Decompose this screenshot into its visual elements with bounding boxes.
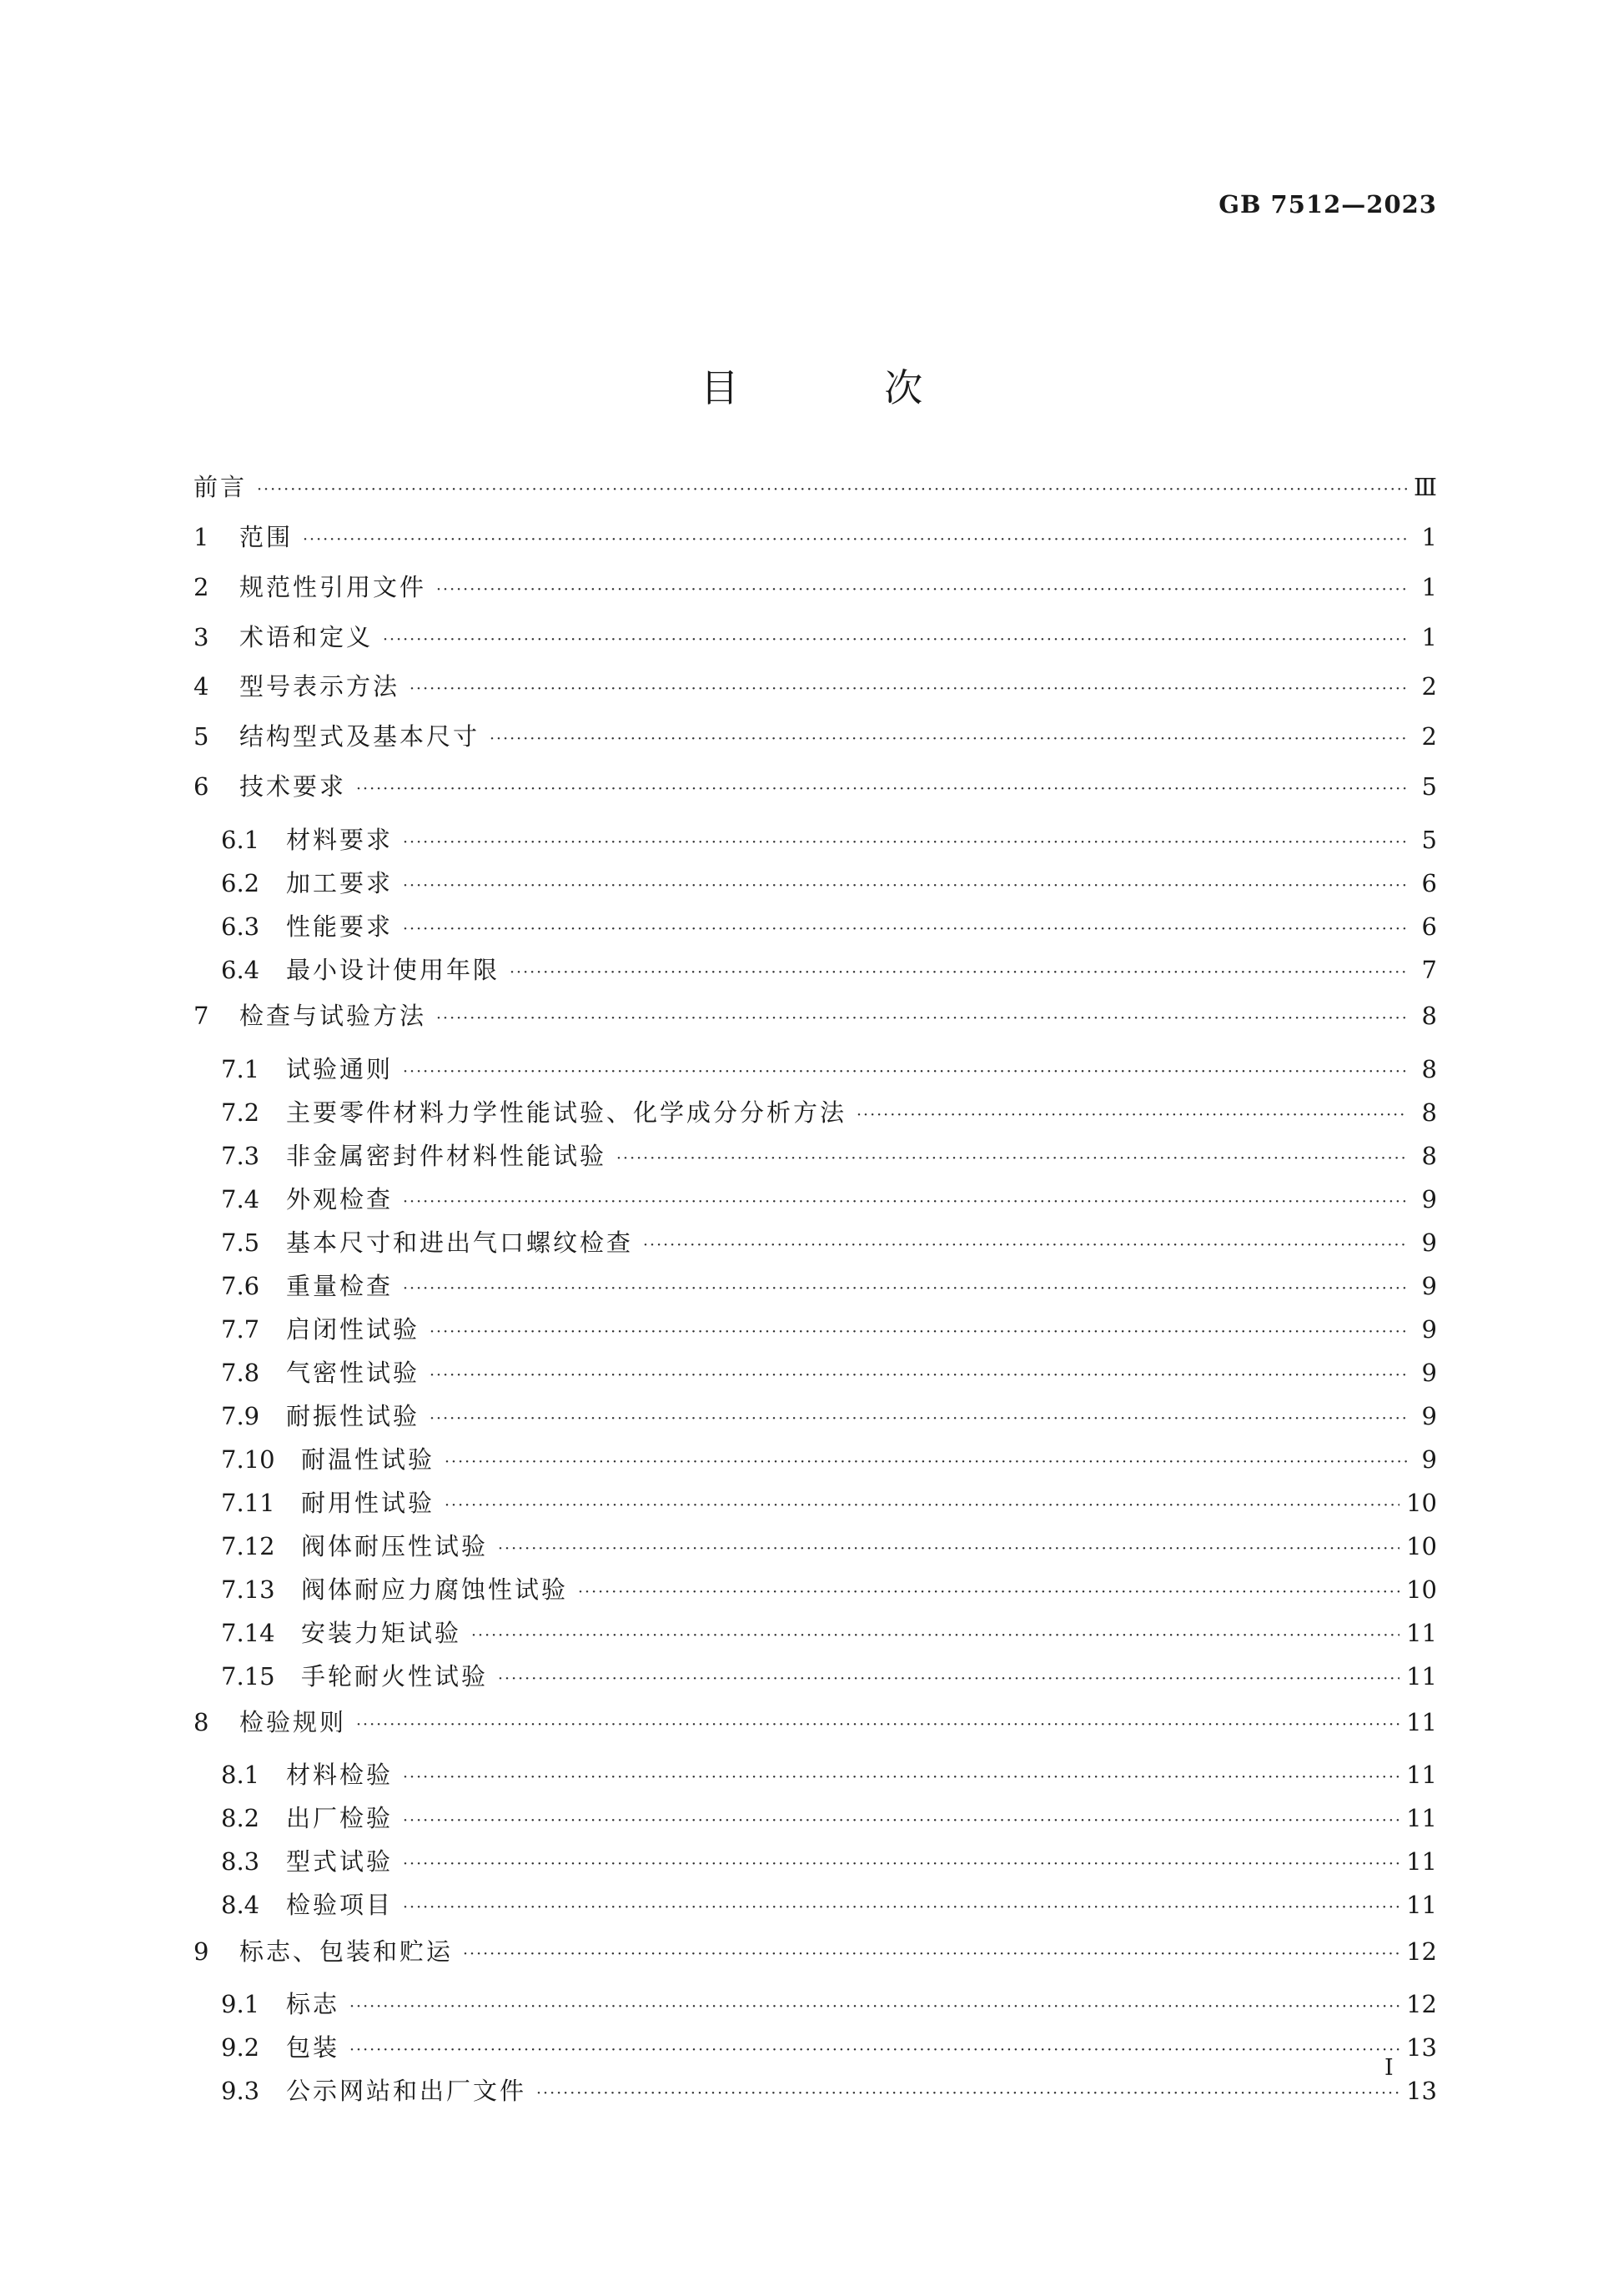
toc-dot-leader bbox=[471, 1620, 1399, 1651]
toc-entry-number: 8.1 bbox=[221, 1761, 260, 1789]
toc-title: 目 次 bbox=[700, 364, 990, 410]
toc-dot-leader bbox=[349, 2034, 1399, 2066]
toc-dot-leader bbox=[445, 1490, 1399, 1521]
toc-entry-label: 标志 bbox=[286, 1990, 340, 2018]
toc-entry-page: 11 bbox=[1406, 1847, 1437, 1876]
toc-entry[interactable] bbox=[193, 519, 1437, 555]
toc-entry-page: 8 bbox=[1421, 1055, 1437, 1083]
toc-entry-label: 材料要求 bbox=[286, 826, 394, 854]
toc-entry-page: 9 bbox=[1421, 1445, 1437, 1474]
toc-dot-leader bbox=[410, 673, 1407, 705]
toc-entry-page: 6 bbox=[1421, 912, 1437, 941]
toc-entry-number: 6.3 bbox=[221, 912, 260, 941]
toc-dot-leader bbox=[436, 574, 1407, 605]
toc-entry-page: 2 bbox=[1421, 722, 1437, 751]
toc-entry[interactable] bbox=[193, 619, 1437, 656]
toc-entry-label: 技术要求 bbox=[239, 772, 347, 801]
toc-subentry[interactable] bbox=[221, 1138, 1437, 1174]
toc-entry-page: 1 bbox=[1421, 573, 1437, 601]
toc-subentry[interactable] bbox=[221, 1354, 1437, 1391]
toc-dot-leader bbox=[857, 1099, 1407, 1131]
toc-dot-leader bbox=[536, 2077, 1399, 2109]
toc-entry-label: 材料检验 bbox=[286, 1761, 394, 1789]
toc-entry-number: 1 bbox=[193, 523, 209, 551]
toc-entry-page: 8 bbox=[1421, 1098, 1437, 1127]
toc-entry-number: 8.4 bbox=[221, 1891, 260, 1919]
toc-dot-leader bbox=[403, 1186, 1407, 1218]
toc-subentry[interactable] bbox=[221, 2029, 1437, 2066]
toc-subentry[interactable] bbox=[221, 1887, 1437, 1923]
toc-dot-leader bbox=[303, 524, 1407, 555]
toc-dot-leader bbox=[349, 1991, 1399, 2022]
toc-entry-label: 术语和定义 bbox=[239, 623, 374, 651]
toc-entry-label: 结构型式及基本尺寸 bbox=[239, 722, 480, 751]
toc-subentry[interactable] bbox=[221, 1485, 1437, 1521]
toc-entry-number: 9.3 bbox=[221, 2077, 260, 2105]
toc-entry-page: 12 bbox=[1406, 1937, 1437, 1966]
toc-entry-label: 范围 bbox=[239, 523, 294, 551]
toc-dot-leader bbox=[436, 1002, 1407, 1034]
toc-entry[interactable] bbox=[193, 668, 1437, 705]
toc-entry-number: 9 bbox=[193, 1937, 209, 1966]
toc-dot-leader bbox=[356, 1709, 1399, 1741]
toc-entry-label: 型式试验 bbox=[286, 1847, 394, 1876]
toc-subentry[interactable] bbox=[221, 821, 1437, 858]
toc-subentry[interactable] bbox=[221, 865, 1437, 902]
toc-entry-label: 前言 bbox=[193, 473, 248, 501]
toc-entry-label: 出厂检验 bbox=[286, 1804, 394, 1832]
toc-entry-number: 9.1 bbox=[221, 1990, 260, 2018]
toc-entry-number: 7.2 bbox=[221, 1098, 260, 1127]
toc-entry-label: 规范性引用文件 bbox=[239, 573, 427, 601]
toc-entry-number: 8 bbox=[193, 1708, 209, 1736]
toc-subentry[interactable] bbox=[221, 1571, 1437, 1608]
toc-entry-label: 检查与试验方法 bbox=[239, 1002, 427, 1030]
toc-entry-page: 8 bbox=[1421, 1142, 1437, 1170]
toc-entry-label: 标志、包装和贮运 bbox=[239, 1937, 454, 1966]
toc-dot-leader bbox=[403, 1892, 1399, 1923]
toc-entry-number: 7.8 bbox=[221, 1359, 260, 1387]
toc-entry-page: 1 bbox=[1421, 523, 1437, 551]
toc-entry-label: 公示网站和出厂文件 bbox=[286, 2077, 527, 2105]
toc-entry-page: 9 bbox=[1421, 1185, 1437, 1213]
toc-dot-leader bbox=[498, 1533, 1399, 1565]
toc-entry-number: 7.6 bbox=[221, 1272, 260, 1300]
toc-entry-page: 11 bbox=[1406, 1761, 1437, 1789]
toc-subentry[interactable] bbox=[221, 1268, 1437, 1304]
toc-entry[interactable] bbox=[193, 1933, 1437, 1970]
toc-entry-page: 1 bbox=[1421, 623, 1437, 651]
toc-entry-label: 检验项目 bbox=[286, 1891, 394, 1919]
toc-entry[interactable] bbox=[193, 569, 1437, 605]
toc-dot-leader bbox=[383, 624, 1407, 656]
toc-subentry[interactable] bbox=[221, 1398, 1437, 1434]
toc-entry-label: 气密性试验 bbox=[286, 1359, 420, 1387]
toc-subentry[interactable] bbox=[221, 1843, 1437, 1880]
toc-entry-page: 10 bbox=[1406, 1532, 1437, 1560]
toc-entry-label: 安装力矩试验 bbox=[301, 1619, 462, 1647]
toc-dot-leader bbox=[403, 870, 1407, 902]
toc-entry[interactable] bbox=[193, 997, 1437, 1034]
toc-entry-label: 包装 bbox=[286, 2033, 340, 2062]
toc-entry-label: 重量检查 bbox=[286, 1272, 394, 1300]
toc-entry-label: 外观检查 bbox=[286, 1185, 394, 1213]
toc-entry-page: 13 bbox=[1406, 2033, 1437, 2062]
toc-entry-number: 7.12 bbox=[221, 1532, 275, 1560]
toc-entry-label: 耐温性试验 bbox=[301, 1445, 435, 1474]
toc-subentry[interactable] bbox=[221, 1181, 1437, 1218]
toc-dot-leader bbox=[490, 723, 1407, 755]
toc-entry-number: 7.4 bbox=[221, 1185, 260, 1213]
toc-entry-number: 7.13 bbox=[221, 1575, 275, 1604]
toc-entry-page: 11 bbox=[1406, 1708, 1437, 1736]
toc-entry-number: 7.7 bbox=[221, 1315, 260, 1344]
toc-entry-page: 6 bbox=[1421, 869, 1437, 897]
toc-dot-leader bbox=[403, 1848, 1399, 1880]
toc-entry-number: 4 bbox=[193, 672, 209, 701]
toc-entry-number: 7 bbox=[193, 1002, 209, 1030]
page-number: I bbox=[1384, 2055, 1394, 2081]
document-code: GB 7512—2023 bbox=[1219, 190, 1437, 219]
toc-subentry[interactable] bbox=[221, 1051, 1437, 1088]
toc-dot-leader bbox=[445, 1446, 1407, 1478]
toc-entry-number: 8.3 bbox=[221, 1847, 260, 1876]
toc-subentry[interactable] bbox=[221, 1756, 1437, 1793]
toc-dot-leader bbox=[403, 1805, 1399, 1836]
toc-entry[interactable] bbox=[193, 469, 1437, 505]
toc-dot-leader bbox=[430, 1316, 1407, 1348]
toc-entry-number: 6.4 bbox=[221, 956, 260, 984]
toc-entry-number: 5 bbox=[193, 722, 209, 751]
toc-dot-leader bbox=[430, 1359, 1407, 1391]
toc-dot-leader bbox=[498, 1663, 1399, 1695]
toc-entry-label: 阀体耐压性试验 bbox=[301, 1532, 489, 1560]
toc-entry-number: 7.3 bbox=[221, 1142, 260, 1170]
toc-entry-page: 9 bbox=[1421, 1402, 1437, 1430]
toc-subentry[interactable] bbox=[221, 952, 1437, 988]
toc-entry-page: 5 bbox=[1421, 826, 1437, 854]
toc-entry-number: 7.11 bbox=[221, 1489, 275, 1517]
toc-entry-page: 2 bbox=[1421, 672, 1437, 701]
toc-entry-page: Ⅲ bbox=[1414, 473, 1437, 501]
toc-entry-number: 6.1 bbox=[221, 826, 260, 854]
toc-entry-label: 启闭性试验 bbox=[286, 1315, 420, 1344]
toc-entry-label: 耐振性试验 bbox=[286, 1402, 420, 1430]
toc-entry-label: 耐用性试验 bbox=[301, 1489, 435, 1517]
toc-entry-page: 12 bbox=[1406, 1990, 1437, 2018]
toc-subentry[interactable] bbox=[221, 1800, 1437, 1836]
toc-entry-page: 5 bbox=[1421, 772, 1437, 801]
toc-entry-label: 试验通则 bbox=[286, 1055, 394, 1083]
toc-entry-label: 手轮耐火性试验 bbox=[301, 1662, 489, 1691]
toc-dot-leader bbox=[463, 1938, 1399, 1970]
toc-entry-page: 11 bbox=[1406, 1619, 1437, 1647]
toc-entry-number: 7.5 bbox=[221, 1228, 260, 1257]
toc-dot-leader bbox=[616, 1143, 1407, 1174]
toc-subentry[interactable] bbox=[221, 1658, 1437, 1695]
toc-dot-leader bbox=[578, 1576, 1399, 1608]
toc-dot-leader bbox=[403, 1761, 1399, 1793]
toc-entry-number: 8.2 bbox=[221, 1804, 260, 1832]
toc-subentry[interactable] bbox=[221, 1311, 1437, 1348]
toc-dot-leader bbox=[257, 474, 1407, 505]
toc-entry-page: 10 bbox=[1406, 1489, 1437, 1517]
toc-entry-label: 检验规则 bbox=[239, 1708, 347, 1736]
toc-entry-page: 9 bbox=[1421, 1359, 1437, 1387]
toc-entry-number: 2 bbox=[193, 573, 209, 601]
toc-entry-label: 基本尺寸和进出气口螺纹检查 bbox=[286, 1228, 634, 1257]
toc-entry-number: 6 bbox=[193, 772, 209, 801]
toc-dot-leader bbox=[430, 1403, 1407, 1434]
toc-subentry[interactable] bbox=[221, 1441, 1437, 1478]
toc-dot-leader bbox=[403, 1273, 1407, 1304]
toc-entry-label: 性能要求 bbox=[286, 912, 394, 941]
toc-entry-label: 型号表示方法 bbox=[239, 672, 400, 701]
toc-subentry[interactable] bbox=[221, 1986, 1437, 2022]
toc-entry-label: 加工要求 bbox=[286, 869, 394, 897]
toc-entry-number: 3 bbox=[193, 623, 209, 651]
toc-dot-leader bbox=[403, 826, 1407, 858]
toc-entry-label: 主要零件材料力学性能试验、化学成分分析方法 bbox=[286, 1098, 847, 1127]
toc-subentry[interactable] bbox=[221, 1528, 1437, 1565]
toc-entry-page: 13 bbox=[1406, 2077, 1437, 2105]
toc-subentry[interactable] bbox=[221, 1615, 1437, 1651]
toc-subentry[interactable] bbox=[221, 908, 1437, 945]
toc-entry-number: 7.9 bbox=[221, 1402, 260, 1430]
toc-dot-leader bbox=[643, 1229, 1407, 1261]
toc-entry-number: 6.2 bbox=[221, 869, 260, 897]
toc-entry-number: 7.15 bbox=[221, 1662, 275, 1691]
toc-entry-label: 最小设计使用年限 bbox=[286, 956, 500, 984]
toc-entry[interactable] bbox=[193, 1704, 1437, 1741]
toc-entry-page: 9 bbox=[1421, 1228, 1437, 1257]
toc-dot-leader bbox=[403, 1056, 1407, 1088]
toc-entry[interactable] bbox=[193, 768, 1437, 805]
toc-entry[interactable] bbox=[193, 718, 1437, 755]
toc-entry-number: 7.10 bbox=[221, 1445, 275, 1474]
toc-entry-label: 阀体耐应力腐蚀性试验 bbox=[301, 1575, 569, 1604]
toc-entry-page: 9 bbox=[1421, 1272, 1437, 1300]
toc-entry-page: 11 bbox=[1406, 1804, 1437, 1832]
toc-entry-page: 10 bbox=[1406, 1575, 1437, 1604]
toc-subentry[interactable] bbox=[221, 1224, 1437, 1261]
toc-dot-leader bbox=[403, 913, 1407, 945]
toc-entry-number: 7.1 bbox=[221, 1055, 260, 1083]
toc-dot-leader bbox=[356, 773, 1407, 805]
toc-entry-page: 11 bbox=[1406, 1662, 1437, 1691]
toc-entry-page: 11 bbox=[1406, 1891, 1437, 1919]
toc-subentry[interactable] bbox=[221, 2072, 1437, 2109]
toc-entry-number: 9.2 bbox=[221, 2033, 260, 2062]
toc-entry-page: 7 bbox=[1421, 956, 1437, 984]
toc-entry-label: 非金属密封件材料性能试验 bbox=[286, 1142, 607, 1170]
toc-entry-number: 7.14 bbox=[221, 1619, 275, 1647]
toc-dot-leader bbox=[510, 957, 1407, 988]
toc-subentry[interactable] bbox=[221, 1094, 1437, 1131]
toc-entry-page: 8 bbox=[1421, 1002, 1437, 1030]
toc-entry-page: 9 bbox=[1421, 1315, 1437, 1344]
